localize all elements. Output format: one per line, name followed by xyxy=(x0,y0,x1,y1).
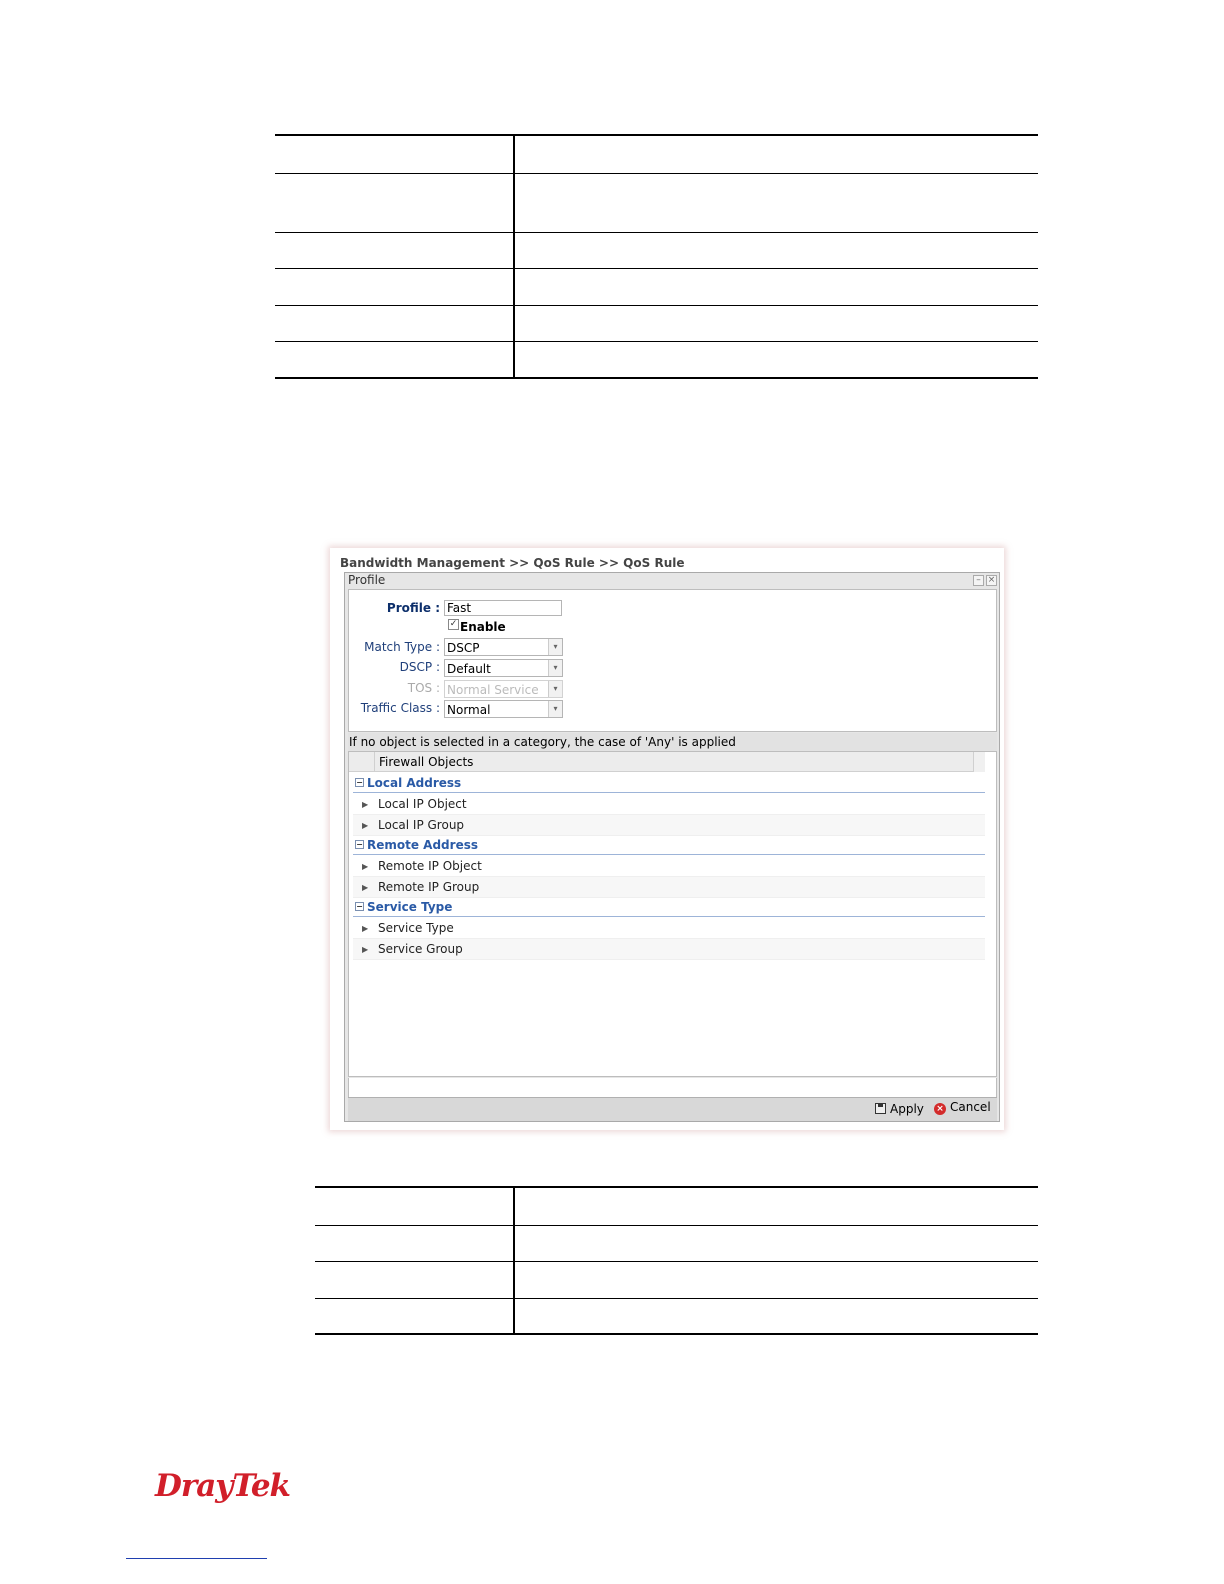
tree-header-label: Firewall Objects xyxy=(379,755,474,769)
enable-label: Enable xyxy=(460,620,506,634)
tos-label: TOS : xyxy=(407,681,440,695)
match-type-value: DSCP xyxy=(447,641,480,655)
collapse-icon[interactable]: − xyxy=(356,778,363,787)
apply-button[interactable] xyxy=(875,1102,924,1116)
collapse-icon[interactable]: − xyxy=(356,840,363,849)
tree-item-label: Local IP Object xyxy=(378,797,467,811)
footer-spacer xyxy=(348,1078,997,1098)
qos-rule-screenshot xyxy=(330,548,1004,1130)
apply-label: Apply xyxy=(890,1102,924,1116)
traffic-class-value: Normal xyxy=(447,703,491,717)
save-icon xyxy=(875,1103,886,1114)
cancel-icon: × xyxy=(934,1103,946,1115)
match-type-select[interactable] xyxy=(444,638,563,656)
dscp-label: DSCP : xyxy=(399,660,440,674)
enable-checkbox[interactable]: ✓ xyxy=(449,619,458,629)
group-remote-address[interactable] xyxy=(353,835,985,855)
tree-item-remote-ip-group[interactable] xyxy=(353,877,985,898)
profile-label: Profile : xyxy=(386,601,440,615)
group-service-type[interactable] xyxy=(353,897,985,917)
firewall-objects-tree xyxy=(348,751,997,1077)
traffic-class-select[interactable] xyxy=(444,700,563,718)
tree-item-label: Remote IP Object xyxy=(378,859,482,873)
tree-item-label: Service Group xyxy=(378,942,463,956)
tree-item-local-ip-group[interactable] xyxy=(353,815,985,836)
tree-item-local-ip-object[interactable] xyxy=(353,794,985,815)
collapse-icon[interactable]: − xyxy=(356,902,363,911)
tree-item-label: Remote IP Group xyxy=(378,880,480,894)
tos-value: Normal Service xyxy=(447,683,539,697)
profile-input[interactable]: Fast xyxy=(444,600,562,616)
top-document-table xyxy=(275,134,1038,379)
cancel-label: Cancel xyxy=(950,1100,991,1114)
minimize-icon[interactable]: – xyxy=(973,575,984,586)
footer-rule xyxy=(126,1558,267,1559)
profile-dialog xyxy=(344,572,1000,1122)
chevron-down-icon: ▾ xyxy=(548,701,562,717)
expand-arrow-icon[interactable]: ▶ xyxy=(362,821,369,830)
expand-arrow-icon[interactable]: ▶ xyxy=(362,862,369,871)
dialog-footer xyxy=(348,1097,997,1121)
tree-item-remote-ip-object[interactable] xyxy=(353,856,985,877)
bottom-document-table xyxy=(315,1186,1038,1335)
scrollbar[interactable] xyxy=(973,752,985,772)
profile-form xyxy=(348,589,997,732)
group-label: Local Address xyxy=(367,776,462,790)
close-icon[interactable]: × xyxy=(987,575,996,585)
any-object-note: If no object is selected in a category, the case of 'Any' is applied xyxy=(348,733,997,751)
expand-arrow-icon[interactable]: ▶ xyxy=(362,800,369,809)
tree-item-label: Local IP Group xyxy=(378,818,465,832)
tree-item-label: Service Type xyxy=(378,921,454,935)
draytek-logo: DrayTek xyxy=(155,1468,291,1504)
group-label: Remote Address xyxy=(367,838,478,852)
match-type-label: Match Type : xyxy=(364,640,440,654)
cancel-button[interactable] xyxy=(934,1100,991,1115)
expand-arrow-icon[interactable]: ▶ xyxy=(362,945,369,954)
dscp-select[interactable] xyxy=(444,659,563,677)
breadcrumb: Bandwidth Management >> QoS Rule >> QoS Rule xyxy=(340,556,685,570)
tree-header-blank-column xyxy=(349,752,375,772)
tree-header xyxy=(349,752,985,772)
expand-arrow-icon[interactable]: ▶ xyxy=(362,883,369,892)
chevron-down-icon: ▾ xyxy=(548,660,562,676)
group-local-address[interactable] xyxy=(353,773,985,793)
chevron-down-icon: ▾ xyxy=(548,639,562,655)
tos-select xyxy=(444,680,563,698)
tree-item-service-group[interactable] xyxy=(353,939,985,960)
expand-arrow-icon[interactable]: ▶ xyxy=(362,924,369,933)
dscp-value: Default xyxy=(447,662,491,676)
dialog-title: Profile xyxy=(348,573,386,587)
chevron-down-icon: ▾ xyxy=(548,681,562,697)
tree-item-service-type[interactable] xyxy=(353,918,985,939)
group-label: Service Type xyxy=(367,900,453,914)
traffic-class-label: Traffic Class : xyxy=(360,701,440,715)
